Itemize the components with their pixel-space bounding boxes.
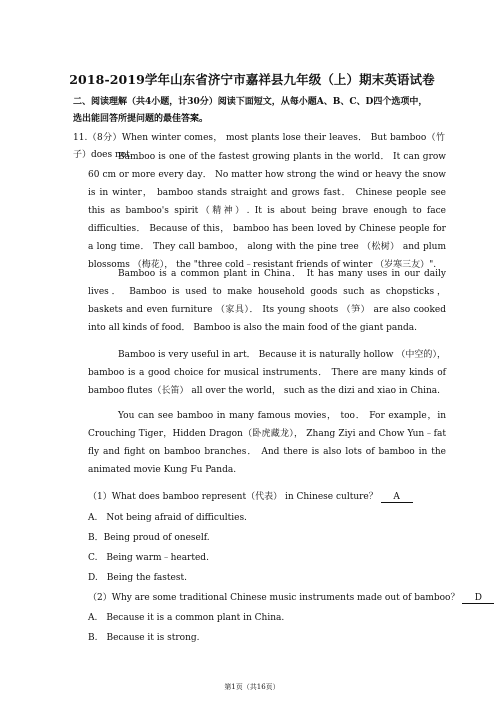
sub-question-2 — [88, 590, 494, 604]
paragraph-text: Bamboo is very useful in art． Because it is naturally hollow （中空的）， bamboo is a good choice for musical instruments． There are many kinds of bamboo flutes（长笛） all over the world， such as the dizi and xiao in China. — [88, 350, 446, 396]
option-a: A. Not being afraid of difficulties. — [88, 513, 247, 523]
answer-blank: D — [462, 593, 494, 604]
sub-question-stem: （2）Why are some traditional Chinese music instruments made out of bamboo？ — [88, 593, 460, 603]
paragraph-text: You can see bamboo in many famous movies， too． For example，in Crouching Tiger，Hidden Dragon（卧虎藏龙）， Zhang Ziyi and Chow Yun﹣fat fly and fight on bamboo branches． And there is also lots of bamboo in the animated movie Kung Fu Panda. — [88, 411, 446, 475]
paragraph-4 — [88, 407, 446, 479]
sub-question-1 — [88, 489, 413, 503]
question-intro: 11.（8分）When winter comes， most plants lose their leaves． But bamboo（竹子）does not. — [73, 133, 445, 160]
option-b: B. Because it is strong. — [88, 633, 200, 643]
option-c: C. Being warm﹣hearted. — [88, 553, 209, 563]
paragraph-3 — [88, 346, 446, 400]
paragraph-text: Bamboo is one of the fastest growing plants in the world． It can grow 60 cm or more every day． No matter how strong the wind or heavy the snow is in winter， bamboo stands straight and grows fast． Chinese people see this as bamboo's spirit（精神）. It is about being brave enough to face difficulties． Because of this， bamboo has been loved by Chinese people for a long time． They call bamboo， along with the pine tree （松树） and plum blossoms （梅花）， the "three cold﹣resistant friends of winter （岁寒三友）". — [88, 152, 446, 270]
section-heading — [73, 94, 443, 128]
page-footer: 第1页（共16页） — [224, 683, 280, 691]
section-heading-line-1: 二、阅读理解（共4小题，计30分）阅读下面短文，从每小题A、B、C、D四个选项中， — [73, 97, 428, 107]
option-a: A. Because it is a common plant in China. — [88, 613, 285, 623]
option-b: B．Being proud of oneself. — [88, 533, 210, 543]
answer-blank: A — [381, 492, 413, 503]
option-d: D. Being the fastest. — [88, 573, 187, 583]
paragraph-1 — [88, 148, 446, 274]
exam-title: 2018-2019学年山东省济宁市嘉祥县九年级（上）期末英语试卷 — [69, 72, 435, 87]
paragraph-2 — [88, 265, 446, 337]
sub-question-stem: （1）What does bamboo represent（代表） in Chinese culture？ — [88, 492, 378, 502]
paragraph-text: Bamboo is a common plant in China． It has many uses in our daily lives． Bamboo is used to make household goods such as chopsticks， baskets and even furniture （家具）． Its young shoots （笋） are also cooked into all kinds of food． Bamboo is also the main food of the giant panda. — [88, 269, 446, 333]
section-heading-line-2: 选出能回答所提问题的最佳答案。 — [73, 114, 209, 124]
